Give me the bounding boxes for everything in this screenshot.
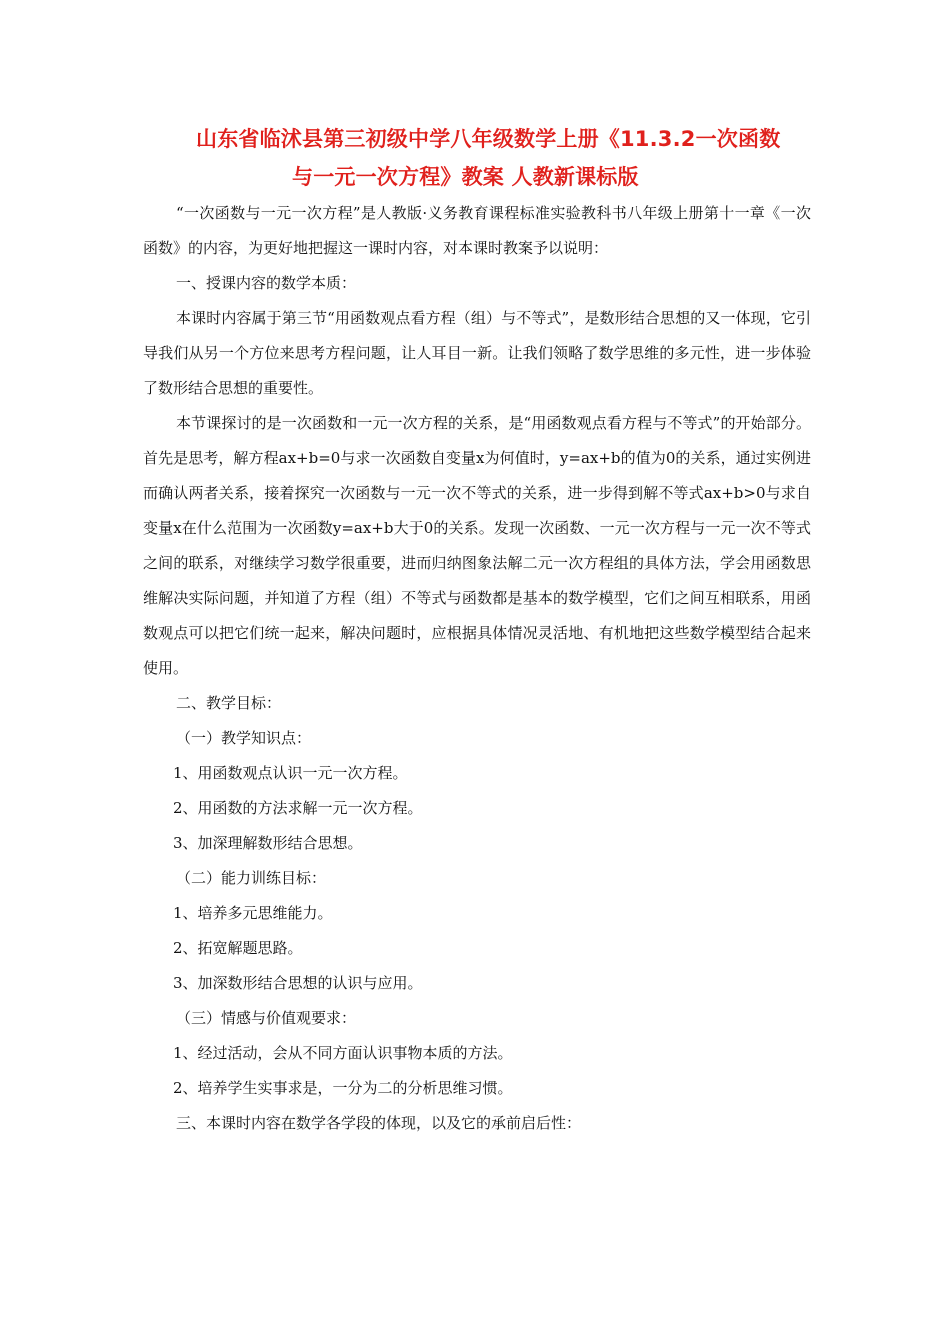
list-item: 3、加深理解数形结合思想。 xyxy=(173,834,363,852)
intro-paragraph: “一次函数与一元一次方程”是人教版·义务教育课程标准实验教科书八年级上册第十一章《一次函数》的内容，为更好地把握这一课时内容，对本课时教案予以说明： xyxy=(143,204,811,257)
subsection-3-heading: （三）情感与价值观要求： xyxy=(176,1009,357,1027)
list-item: 1、培养多元思维能力。 xyxy=(173,904,333,922)
list-item: 1、用函数观点认识一元一次方程。 xyxy=(173,764,408,782)
section-1-paragraph-1: 本课时内容属于第三节“用函数观点看方程（组）与不等式”，是数形结合思想的又一体现，它引导我们从另一个方位来思考方程问题，让人耳目一新。让我们领略了数学思维的多元性，进一步体验了数形结合思想的重要性。 xyxy=(143,309,811,397)
subsection-2-heading: （二）能力训练目标： xyxy=(176,869,327,887)
list-item: 1、经过活动，会从不同方面认识事物本质的方法。 xyxy=(173,1044,513,1062)
subsection-1-heading: （一）教学知识点： xyxy=(176,729,312,747)
list-item: 2、拓宽解题思路。 xyxy=(173,939,303,957)
list-item: 3、加深数形结合思想的认识与应用。 xyxy=(173,974,423,992)
list-item: 2、培养学生实事求是，一分为二的分析思维习惯。 xyxy=(173,1079,513,1097)
title-line-2: 与一元一次方程》教案 人教新课标版 xyxy=(292,165,639,189)
section-1-heading: 一、授课内容的数学本质： xyxy=(176,274,357,292)
section-1-paragraph-2: 本节课探讨的是一次函数和一元一次方程的关系，是“用函数观点看方程与不等式”的开始部分。首先是思考，解方程ax+b=0与求一次函数自变量x为何值时，y=ax+b的值为0的关系，通过实例进而确认两者关系，接着探究一次函数与一元一次不等式的关系，进一步得到解不等式ax+b>0与求自变量x在什么范围为一次函数y=ax+b大于0的关系。发现一次函数、一元一次方程与一元一次不等式之间的联系，对继续学习数学很重要，进而归纳图象法解二元一次方程组的具体方法，学会用函数思维解决实际问题，并知道了方程（组）不等式与函数都是基本的数学模型，它们之间互相联系，用函数观点可以把它们统一起来，解决问题时，应根据具体情况灵活地、有机地把这些数学模型结合起来使用。 xyxy=(143,414,811,677)
section-3-heading: 三、本课时内容在数学各学段的体现，以及它的承前启后性： xyxy=(176,1114,582,1132)
section-2-heading: 二、教学目标： xyxy=(176,694,282,712)
list-item: 2、用函数的方法求解一元一次方程。 xyxy=(173,799,423,817)
title-line-1: 山东省临沭县第三初级中学八年级数学上册《11.3.2一次函数 xyxy=(196,127,781,151)
document-title xyxy=(196,120,816,196)
document-body xyxy=(143,196,811,1141)
